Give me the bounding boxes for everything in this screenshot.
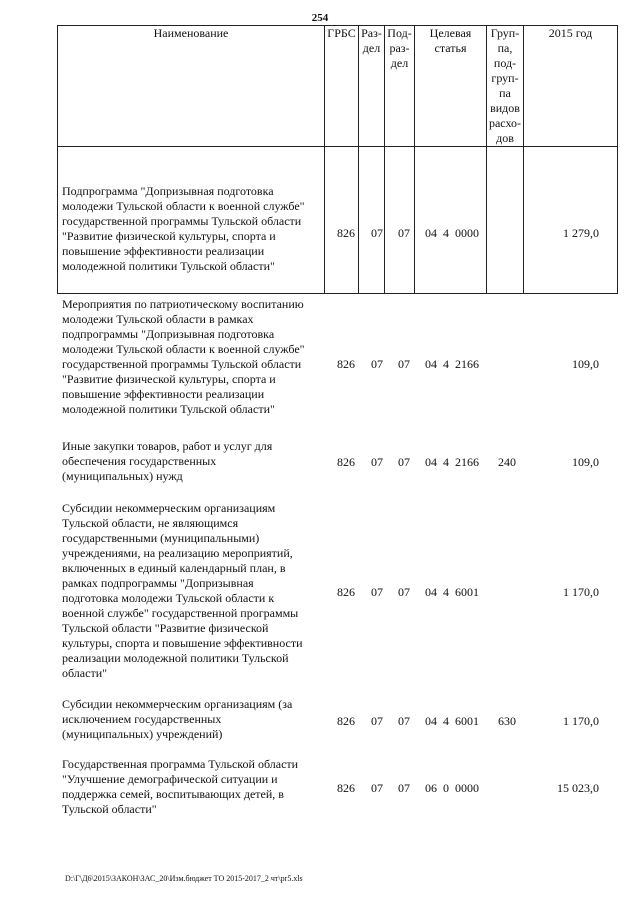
header-celevaya: Целевая статья [415, 26, 487, 147]
row-vid: 240 [498, 455, 516, 469]
row-grbs: 826 [337, 585, 355, 599]
header-blank-cell [487, 147, 524, 294]
row-vid: 630 [498, 714, 516, 728]
header-razdel: Раз- дел [359, 26, 385, 147]
row-celevaya: 04 4 2166 [425, 357, 479, 371]
row-podrazdel: 07 [398, 357, 410, 371]
row-razdel: 07 [371, 714, 383, 728]
row-razdel: 07 [371, 781, 383, 795]
row-razdel: 07 [371, 585, 383, 599]
file-path-footer: D:\Г\Д6\2015\ЗАКОН\ЗАС_20\Изм.бюджет ТО 2015-2017_2 чт\pr5.xls [65, 874, 303, 883]
page-number: 254 [311, 12, 329, 24]
row-amount: 109,0 [572, 455, 599, 469]
row-amount: 1 170,0 [563, 585, 599, 599]
header-blank-cell [415, 147, 487, 294]
header-year: 2015 год [524, 26, 618, 147]
row-celevaya: 04 4 6001 [425, 714, 479, 728]
row-grbs: 826 [337, 357, 355, 371]
header-podrazdel: Под- раз- дел [385, 26, 415, 147]
row-celevaya: 04 4 6001 [425, 585, 479, 599]
row-amount: 109,0 [572, 357, 599, 371]
row-celevaya: 04 4 2166 [425, 455, 479, 469]
row-name: Подпрограмма "Допризывная подготовка молодежи Тульской области к военной службе" государственной программы Тульской области "Развитие физической культуры, спорта и повышение эффективности реализации молодежной политики Тульской области" [62, 184, 305, 273]
header-grbs: ГРБС [325, 26, 359, 147]
header-blank-cell [359, 147, 385, 294]
row-celevaya: 04 4 0000 [425, 226, 479, 240]
row-name: Мероприятия по патриотическому воспитанию молодежи Тульской области в рамках подпрограммы "Допризывная подготовка молодежи Тульской области к военной службе" государственной программы Тульской области "Развитие физической культуры, спорта и повышение эффективности реализации молодежной политики Тульской области" [62, 297, 305, 416]
row-name: Государственная программа Тульской области "Улучшение демографической ситуации и поддержка семей, воспитывающих детей, в Тульской области" [62, 757, 299, 816]
row-celevaya: 06 0 0000 [425, 781, 479, 795]
row-podrazdel: 07 [398, 781, 410, 795]
row-name: Субсидии некоммерческим организациям (за исключением государственных (муниципальных) учреждений) [62, 697, 293, 741]
row-amount: 15 023,0 [557, 781, 599, 795]
row-podrazdel: 07 [398, 455, 410, 469]
row-grbs: 826 [337, 781, 355, 795]
row-razdel: 07 [371, 357, 383, 371]
row-podrazdel: 07 [398, 714, 410, 728]
row-amount: 1 170,0 [563, 714, 599, 728]
row-grbs: 826 [337, 455, 355, 469]
row-grbs: 826 [337, 714, 355, 728]
row-name: Субсидии некоммерческим организациям Тульской области, не являющимся государственными (муниципальными) учреждениями, на реализацию мероприятий, включенных в единый календарный план, в рамках подпрограммы "Допризывная подготовка молодежи Тульской области к военной службе" государственной программы Тульской области "Развитие физической культуры, спорта и повышение эффективности реализации молодежной политики Тульской области" [62, 501, 303, 680]
row-name: Иные закупки товаров, работ и услуг для обеспечения государственных (муниципальных) нужд [62, 439, 273, 483]
row-razdel: 07 [371, 455, 383, 469]
header-blank-cell [385, 147, 415, 294]
row-podrazdel: 07 [398, 226, 410, 240]
header-blank-cell [524, 147, 618, 294]
row-amount: 1 279,0 [563, 226, 599, 240]
header-vid: Груп- па, под- груп- па видов расхо- дов [487, 26, 524, 147]
header-name: Наименование [58, 26, 325, 147]
row-grbs: 826 [337, 226, 355, 240]
row-razdel: 07 [371, 226, 383, 240]
row-podrazdel: 07 [398, 585, 410, 599]
